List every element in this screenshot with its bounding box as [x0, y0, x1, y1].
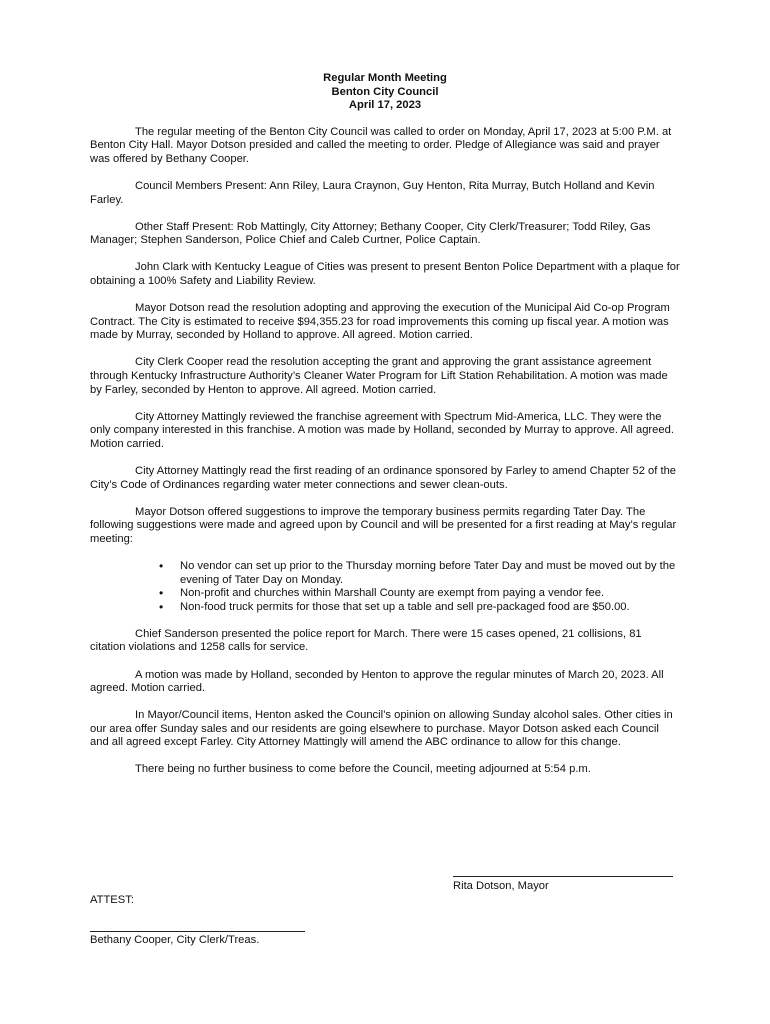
paragraph-municipal-aid: Mayor Dotson read the resolution adopting and approving the execution of the Municipal Aid Co-op Program Contract. The City is estimated to receive $94,355.23 for road improvements this coming up fiscal year. A motion was made by Murray, seconded by Holland to approve. All agreed. Motion carried. [90, 302, 670, 342]
clerk-signature-line [90, 931, 305, 932]
document-page [90, 72, 680, 791]
clerk-name: Bethany Cooper, City Clerk/Treas. [90, 934, 260, 946]
paragraph-tater-day: Mayor Dotson offered suggestions to improve the temporary business permits regarding Tater Day. The following suggestions were made and agreed upon by Council and will be presented for a first reading at May’s regular meeting: [90, 505, 677, 545]
paragraph-ordinance-reading: City Attorney Mattingly read the first reading of an ordinance sponsored by Farley to amend Chapter 52 of the City’s Code of Ordinances regarding water meter connections and sewer clean-outs. [90, 464, 677, 491]
mayor-signature-line [453, 876, 673, 877]
paragraph-police-report: Chief Sanderson presented the police report for March. There were 15 cases opened, 21 collisions, 81 citation violations and 1258 calls for service. [90, 627, 642, 654]
list-item: • Non-food truck permits for those that set up a table and sell pre-packaged food are $50.00. [180, 601, 680, 615]
paragraph-kentucky-league: John Clark with Kentucky League of Cities was present to present Benton Police Department with a plaque for obtaining a 100% Safety and Liability Review. [90, 261, 680, 288]
attest-label: ATTEST: [90, 894, 134, 906]
paragraph-adjournment: There being no further business to come before the Council, meeting adjourned at 5:54 p.m. [135, 763, 591, 776]
paragraph-staff-present: Other Staff Present: Rob Mattingly, City Attorney; Bethany Cooper, City Clerk/Treasurer; Todd Riley, Gas Manager; Stephen Sanderson, Police Chief and Caleb Curtner, Police Captain. [90, 220, 651, 247]
mayor-name: Rita Dotson, Mayor [453, 880, 549, 892]
council-name: Benton City Council [331, 85, 439, 98]
list-item: • No vendor can set up prior to the Thursday morning before Tater Day and must be moved out by the evening of Tater Day on Monday. [180, 560, 680, 587]
paragraph-franchise-agreement: City Attorney Mattingly reviewed the franchise agreement with Spectrum Mid-America, LLC. They were the only company interested in this franchise. A motion was made by Holland, seconded by Murray to approve. All agreed. Motion carried. [90, 410, 674, 450]
meeting-date: April 17, 2023 [348, 99, 422, 112]
meeting-title: Regular Month Meeting [323, 72, 447, 84]
paragraph-council-members: Council Members Present: Ann Riley, Laura Craynon, Guy Henton, Rita Murray, Butch Holland and Kevin Farley. [90, 180, 655, 206]
paragraph-grant-assistance: City Clerk Cooper read the resolution accepting the grant and approving the grant assistance agreement through Kentucky Infrastructure Authority’s Cleaner Water Program for Lift Station Rehabilitation. A motion was made by Farley, seconded by Henton to approve. All agreed. Motion carried. [90, 356, 668, 396]
paragraph-mayor-council-items: In Mayor/Council items, Henton asked the Council’s opinion on allowing Sunday alcohol sales. Other cities in our area offer Sunday sales and our residents are going elsewhere to purchase. Mayor Dotson asked each Council and all agreed except Farley. City Attorney Mattingly will amend the ABC ordinance to allow for this change. [90, 709, 673, 749]
document-header [90, 72, 680, 113]
suggestions-list [90, 560, 680, 614]
list-item: • Non-profit and churches within Marshall County are exempt from paying a vendor fee. [180, 587, 680, 601]
paragraph-minutes-approval: A motion was made by Holland, seconded by Henton to approve the regular minutes of March 20, 2023. All agreed. Motion carried. [90, 668, 664, 695]
paragraph-call-to-order: The regular meeting of the Benton City Council was called to order on Monday, April 17, 2023 at 5:00 P.M. at Benton City Hall. Mayor Dotson presided and called the meeting to order. Pledge of Allegiance was said and prayer was offered by Bethany Cooper. [90, 125, 672, 165]
